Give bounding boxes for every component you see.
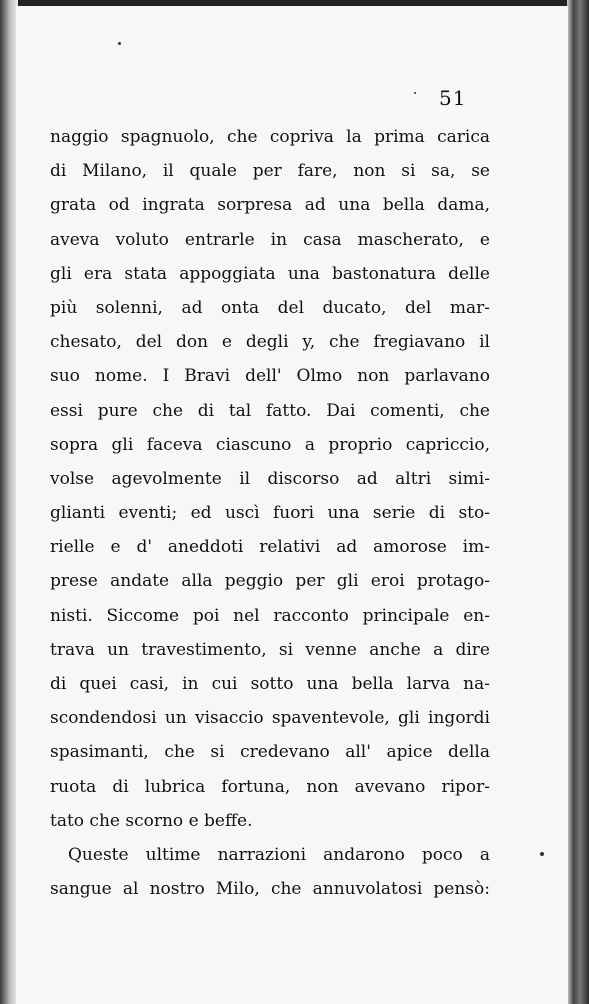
text-line: scondendosi un visaccio spaventevole, gli ingordi: [50, 708, 490, 729]
text-line: naggio spagnuolo, che copriva la prima carica: [50, 127, 490, 147]
text-line: di quei casi, in cui sotto una bella larva na-: [50, 674, 490, 694]
text-line: grata od ingrata sorpresa ad una bella dama,: [50, 195, 490, 216]
text-line: aveva voluto entrarle in casa mascherato, e: [50, 229, 490, 250]
text-line: gli era stata appoggiata una bastonatura delle: [50, 263, 490, 284]
page-number: 51: [439, 86, 467, 110]
text-line: rielle e d' aneddoti relativi ad amorose im-: [50, 537, 490, 558]
text-line-paragraph-end: tato che scorno e beffe.: [50, 810, 253, 831]
text-line: di Milano, il quale per fare, non si sa, se: [50, 161, 490, 182]
text-line: spasimanti, che si credevano all' apice della: [50, 742, 490, 763]
text-line: chesato, del don e degli y, che fregiavano il: [50, 332, 490, 353]
text-line: ruota di lubrica fortuna, non avevano ripor-: [50, 776, 490, 797]
text-line: trava un travestimento, si venne anche a dire: [50, 639, 490, 660]
text-line: più solenni, ad onta del ducato, del mar-: [50, 297, 490, 318]
text-line-paragraph-start: Queste ultime narrazioni andarono poco a: [68, 844, 490, 865]
book-fore-edge: [567, 0, 589, 1004]
text-line: glianti eventi; ed uscì fuori una serie di sto-: [50, 503, 490, 524]
paper-speck: [414, 92, 416, 94]
text-line: volse agevolmente il discorso ad altri simi-: [50, 468, 490, 489]
text-line: suo nome. I Bravi dell' Olmo non parlavano: [50, 366, 490, 387]
page-paper: [16, 6, 568, 1004]
paper-speck: [118, 42, 121, 45]
text-line: nisti. Siccome poi nel racconto principale en-: [50, 605, 490, 626]
text-line: prese andate alla peggio per gli eroi protago-: [50, 571, 490, 592]
text-line: sopra gli faceva ciascuno a proprio capriccio,: [50, 434, 490, 455]
paper-speck: [540, 852, 544, 856]
body-text: [50, 120, 490, 906]
text-line: essi pure che di tal fatto. Dai comenti, che: [50, 400, 490, 421]
text-line: sangue al nostro Milo, che annuvolatosi pensò:: [50, 879, 490, 900]
